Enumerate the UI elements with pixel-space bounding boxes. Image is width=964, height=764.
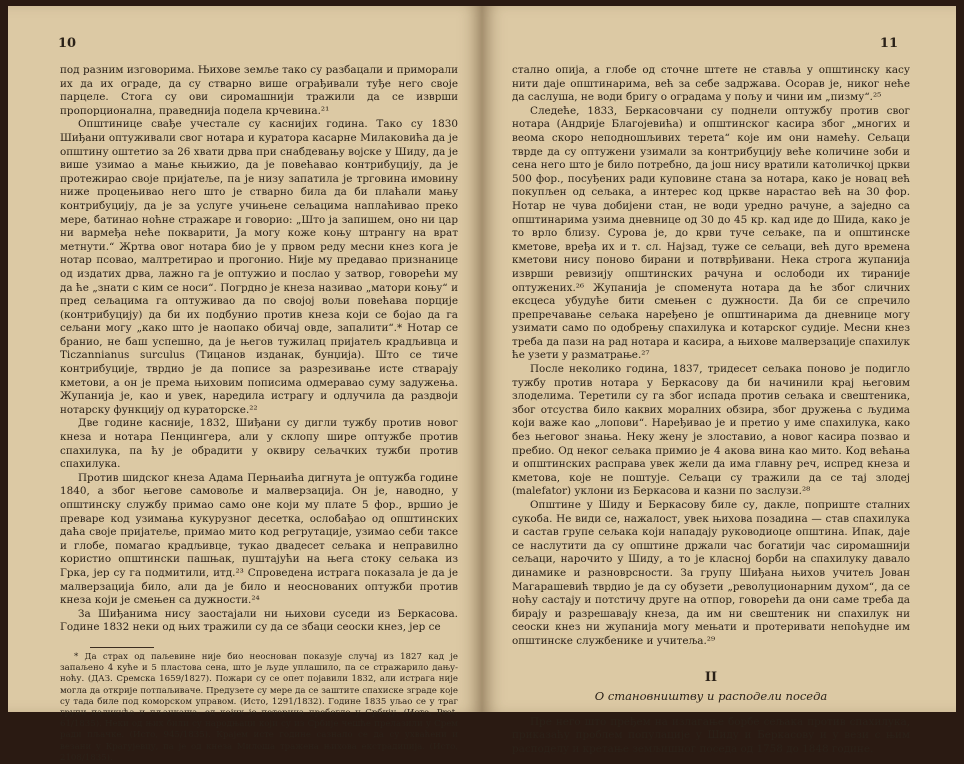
left-page-text: [60, 64, 458, 764]
footnote-text: * Да страх од паљевине није био неоснован показује случај из 1827 кад је запаљено 4 куће и 5 пластова сена, што је људе уплашило, па се стражарило дању-ноћу. (ДАЗ. Сремска 1659/1827). Пожари су се опет појавили 1832, али истрага није могла да открије потпаљиваче. Предузете су мере да се заштите спахиске зграде које су тада биле под коморском управом. (Исто, 1291/1832). Године 1835 уљао се у траг групи паликућа и пљачкаша, од којих је петорица пребегло у Србију. (Исто, Prot. 61/1835). Неки од њих били су народњаци који су из Србије чешће прелазили у Срем ради пљачке. (Исто, 945/1835). Крајем исте године сазнало се да су ухваћени и везани у Крагујевцу, па је од кнеза Милоша тражена њихова екстрадиција. (Исто, 2108/1835).: [60, 651, 458, 763]
page-number: 10: [58, 36, 77, 51]
paragraph: Две године касније, 1832, Шиђани су дигли тужбу против новог кнеза и нотара Пенцингера, али у склопу шире оптужбе против спахилука, па ћу је обрадити у оквиру сељачких тужби против спахилука.: [60, 417, 458, 471]
page-number: 11: [879, 36, 898, 51]
left-page: [8, 6, 482, 763]
paragraph: За Шиђанима нису заостајали ни њихови суседи из Беркасова. Године 1832 неки од њих тражили су да се збаци сеоски кнез, јер се: [60, 607, 458, 634]
paragraph: Против шидског кнеза Адама Перњаића дигнута је оптужба године 1840, а због његове самовоље и малверзација. Он је, наводно, у општинску службу примао само оне који му плате 5 фор., вршио је преваре код узимања кукурузног десетка, ослобађао од општинских даћа своје пријатеље, примао мито код регрутације, узимао себи таксе и глобе, помагао крадљивце, тукао двадесет сељака и неправилно користио општински пашњак, пуштајући на њега стоку сељака из Грка, јер су га подмитили, итд.²³ Спроведена истрага показала је да је малверзација било, али да је било и неоснованих оптужби против кнеза који је смењен са дужности.²⁴: [60, 471, 458, 607]
footnote: [60, 652, 458, 764]
paragraph: Општине у Шиду и Беркасову биле су, дакле, поприште сталних сукоба. Не види се, нажалост, увек њихова позадина — став спахилука и састав групе сељака који нападају руководиоце општина. Ипак, даје се наслутити да су општине држали час богатији час сиромашнији сељаци, нарочито у Шиду, а то је класној борби на спахилуку давало динамике и разноврсности. За групу Шиђана њихов учитељ Јован Магарашевић тврдио је да су обузети „револуционарним духом“, да се ноћу састају и потстичу друге на отпор, говорећи да они саме треба да бирају и разрешавају кнеза, да им ни свештеник ни спахилук ни сеоски кнез ни жупанија могу мењати и протеривати непоћудне им општинске службенике и учитеља.²⁹: [512, 499, 910, 647]
paragraph: Општинице свађе учестале су каснијих година. Тако су 1830 Шиђани оптуживали свог нотара и куратора касарне Милаковића да је општину оштетио за 26 хвати дрва при снабдевању војске у Шиду, да је више узимао а мање књижио, да је повећавао контрибуцију, да је протежирао своје пријатеље, па је низу запатила је трговина имовину ниже процењивао него што је стварно била да би плаћали мању контрибуцију, да је за услуге учињене сељацима наплаћивао преко мере, батинао ноћне стражаре и говорио: „Што ја запишем, оно ни цар ни вармеђа неће покварити, Ја могу коже коњу штрангу на врат метнути.“ Жртва овог нотара био је у првом реду месни кнез кога је нотар псовао, малтретирао и прогонио. Није му предавао признанице од издатих дрва, лажно га је оптужио и послао у затвор, говорећи му да ће „знати с ким се носи“. Погрдно је кнеза називао „матори коњу“ и пред сељацима га оптуживао да по својој вољи повећава порције (контрибуцију) да би их подбунио против кнеза који се бојао да га сељани могу „како што је наопако обичај овде, запалити“.* Нотар се бранио, не баш успешно, да је његов тужилац пријатељ крадљивца и Ticzannianus surculus (Тицанов изданак, бунџија). Што се тиче контрибуције, тврдио је да пописе за разрезивање исте стварају кметови, а он је према њиховим пописима одмеравао суму задужења. Жупанија је, као и увек, наредила истрагу и одлучила да раздвоји нотарску функцију од кураторске.²²: [60, 118, 458, 416]
paragraph: стално опија, а глобе од сточне штете не ставља у општинску касу нити даје општинарима, већ за себе задржава. Осорав је, никог неће да саслуша, не води бригу о оградама у пољу и чини им „пизму“.²⁵: [512, 64, 910, 104]
book-spread: [8, 6, 956, 763]
section-number: II: [704, 669, 718, 685]
paragraph: под разним изговорима. Њихове земље тако су разбацали и приморали их да их ограде, да су стварно више ограђивали туђе него своје парцеле. Стога су ови сиромашнији тражили да се изврши пропорционална, праведнија подела крчевина.²¹: [60, 64, 458, 117]
right-page-text: [512, 64, 910, 757]
paragraph: Пре него што пређем на излагање борбе сељака против спахилука, приказаћу проблем популације у Шиду и Беркасову и у вези с њим расподелу и кретање земљишног поседа од 1758 до 1848 године.: [512, 715, 910, 755]
footnote-rule: [90, 647, 154, 648]
paragraph: Следеће, 1833, Беркасовчани су поднели оптужбу против свог нотара (Андрије Благојевића) и општинског касира због „многих и веома скоро неподношљивих терета“ које им они намећу. Сељаци тврде да су оптужени узимали за контрибуцију веће количине зоби и сена него што је било потребно, да још нису вратили католичкој цркви 500 фор., посуђених ради куповине стана за нотара, како је новац већ покупљен од сељака, а интерес код цркве нарастао већ на 30 фор. Нотар не чува добијени стан, не води уредно рачуне, а заједно са општинарима узима дневнице од 30 до 45 кр. кад иде до Шида, како је то врло близу. Сурова је, до крви туче сељаке, па и општинске кметове, вређа их и т. сл. Најзад, туже се сељаци, већ дуго времена кметови нису поново бирани и потврђивани. Нека строга жупанија изврши ревизију општинских рачуна и ослободи их тираније оптужених.²⁶ Жупанија је споменута нотара да ће због сличних ексцеса убудуће бити смењен с дужности. Да би се спречило препречавање сељака наређено је општинарима да дневнице могу узимати само по одобрењу спахилука и котарског судије. Месни кнез треба да пази на рад нотара и касира, а њихове малверзације спахилук ће узети у разматрање.²⁷: [512, 104, 910, 362]
paragraph: После неколико година, 1837, тридесет сељака поново је подигло тужбу против нотара у Беркасову да би начинили крај његовим злоделима. Теретили су га због испада против сељака и свештеника, због отсуства било каквих моралних обзира, због дружења с људима који важе као „лопови“. Наређивао је и претио у име спахилука, како без његовог знања. Неку жену је злоставио, а новог касира позвао и пребио. Од неког сељака примио је 4 акова вина као мито. Код већања и општинских расправа увек жели да има главну реч, испред кнеза и кметова, које не поштује. Сељаци су тражили да се тај злодеј (malefator) уклони из Беркасова и казни по заслузи.²⁸: [512, 363, 910, 498]
section-title: О становништву и расподели поседа: [594, 689, 828, 704]
right-page: [482, 6, 956, 755]
